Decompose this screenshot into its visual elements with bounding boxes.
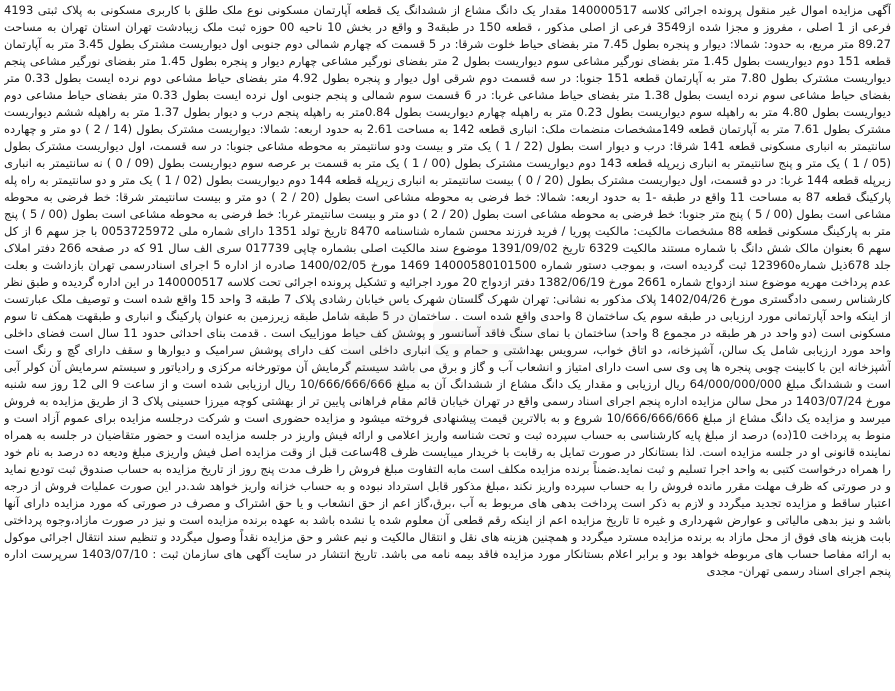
auction-notice-body: آگهی مزایده اموال غیر منقول پرونده اجرائی کلاسه 140000517 مقدار یک دانگ مشاع از ششدانگ یک قطعه آپارتمان مسکونی نوع ملک طلق با کاربری مسکونی به پلاک ثبتی 4193 فرعی از 1 اصلی ، مفروز و مجزا شده از3549 فرعی از اصلی مذکور ، قطعه 150 در طبقه3 و واقع در بخش 10 ناحیه 00 حوزه ثبت ملک زیبادشت تهران استان تهران به مساحت 89.27 متر مربع، به حدود: شمالا: دیوار و پنجره بطول 7.45 متر بفضای حیاط خلوت شرقا: در 5 قسمت که چهارم شمالی دوم جنوبی اول دیواریست مشترک بطول 3.45 متر به آپارتمان قطعه 151 دوم دیواریست بطول 1.45 متر بفضای نورگیر مشاعی سوم دیواریست بطول 2 متر بفضای نورگیر مشاعی چهارم دیوار و پنجره بطول 1.45 متر بفضای نورگیر مشاعی پنجم دیواریست مشترک بطول 7.80 متر به آپارتمان قطعه 151 جنوبا: در سه قسمت دوم شرقی اول دیوار و پنجره بطول 4.92 متر بفضای حیاط مشاعی دوم نرده ایست بطول 0.33 متر بفضای حیاط مشاعی سوم نرده ایست بطول 1.38 متر بفضای حیاط مشاعی غربا: در 6 قسمت سوم شمالی و پنجم جنوبی اول نرده ایست بطول 0.33 متر بفضای حیاط مشاعی دوم دیواریست بطول 4.80 متر به راهپله سوم دیواریست بطول 0.23 متر به راهپله چهارم دیواریست بطول 0.84متر به راهپله پنجم درب و دیوار بطول 1.37 متر به راهپله ششم دیواریست مشترک بطول 7.61 متر به آپارتمان قطعه 149مشخصات منضمات ملک: انباری قطعه 142 به مساحت 2.61 به حدود اربعه: شمالا: دیواریست مشترک بطول (14 / 2 ) دو متر و چهارده سانتیمتر به انباری مسکونی قطعه 141 شرقا: درب و دیوار است بطول (22 / 1 ) یک متر و بیست ودو سانتیمتر به محوطه مشاعی جنوبا: در سه قسمت، اول دیواریست مشترک بطول (05 / 1 ) یک متر و پنج سانتیمتر به انباری زیرپله قطعه 143 دوم دیواریست مشترک بطول (00 / 1 ) یک متر به قسمت بر عرصه سوم دیواریست بطول (09 / 0 ) نه سانتیمتر به انباری زیرپله قطعه 144 غربا: در دو قسمت، اول دیواریست مشترک بطول (20 / 0 ) بیست سانتیمتر به انباری زیرپله قطعه 144 دوم دیواریست بطول (02 / 1 ) یک متر و دو سانتیمتر به راه پله پارکینگ قطعه 87 به مساحت 11 واقع در طبقه -1 به حدود اربعه: شمالا: خط فرضی به محوطه مشاعی است بطول (20 / 2 ) دو متر و بیست سانتیمتر شرقا: خط فرضی به محوطه مشاعی است بطول (00 / 5 ) پنج متر جنوبا: خط فرضی به محوطه مشاعی است بطول (20 / 2 ) دو متر و بیست سانتیمتر غربا: خط فرضی به محوطه مشاعی است بطول (00 / 5 ) پنج متر به پارکینگ مسکونی قطعه 88 مشخصات مالکیت: مالکیت پوریا / فرید فرزند محسن شماره شناسنامه 8470 تاریخ تولد 1351 دارای شماره ملی 0053725972 با جز سهم 6 از کل سهم 6 بعنوان مالک شش دانگ با شماره مستند مالکیت 6329 تاریخ 1391/09/02 موضوع سند مالکیت اصلی بشماره چاپی 017739 سری الف سال 91 که در صفحه 266 دفتر املاک جلد 678ذیل شماره123960 ثبت گردیده است، و بموجب دستور شماره 14000580101500 1469 مورخ 1400/02/05 صادره از اداره 5 اجرای اسنادرسمی تهران بازداشت و بعلت عدم پرداخت مهریه موضوع سند ازدواج شماره 2661 مورخ 1382/06/19 دفتر ازدواج 20 مورد اجرائیه و تشکیل پرونده اجرائی تحت کلاسه 140000517 در این اداره گردیده و طبق نظر کارشناس رسمی دادگستری مورخ 1402/04/26 پلاک مذکور به نشانی: تهران شهرک گلستان شهرک یاس خیابان رشادی پلاک 7 طبقه 3 واحد 15 واقع شده است و توصیف ملک عبارتست از اینکه واحد آپارتمانی مورد ارزیابی در طبقه سوم یک ساختمان 8 واحدی واقع شده است . ساختمان در 5 طبقه شامل طبقه زیرزمین به عنوان پارکینگ و انباری و طبقهت همکف تا سوم مسکونی است (دو واحد در هر طبقه در مجموع 8 واحد) ساختمان با نمای سنگ فاقد آسانسور و پوشش کف حیاط موزاییک است . قدمت بنای احداثی حدود 11 سال است فضای داخلی واحد مورد ارزیابی شامل یک سالن، آشپزخانه، دو اتاق خواب، سرویس بهداشتی و حمام و یک انباری داخلی است کف دارای پوشش سرامیک و دیوارها و سقف دارای گچ و رنگ است آشپزخانه این با کابینت چوبی پنجره ها پی وی سی است دارای امتیاز و انشعاب آب و گاز و برق می باشد سیستم گرمایش آن موتورخانه مرکزی و رادیاتور و سیستم سرمایش آن کولر آبی است و ششدانگ مبلغ 64/000/000/000 ریال ارزیابی و مقدار یک دانگ مشاع از ششدانگ آن به مبلغ 10/666/666/666 ریال ارزیابی شده است و از ساعت 9 الی 12 روز سه شنبه مورخ 1403/07/24 در محل سالن مزایده اداره پنجم اجرای اسناد رسمی واقع در تهران خیابان قائم مقام فراهانی پایین تر از بهشتی کوچه میرزا حسینی پلاک 3 از طریق مزایده به فروش میرسد و مزایده یک دانگ مشاع از مبلغ 10/666/666/666 شروع و به بالاترین قیمت پیشنهادی فروخته میشود و مزایده حضوری است و شرکت درجلسه مزایده برای عموم آزاد است و منوط به پرداخت 10(ده) درصد از مبلغ پایه کارشناسی به حساب سپرده ثبت و تحت شناسه واریز اعلامی و ارائه فیش واریز در جلسه مزایده است و حضور متقاضیان در جلسه به همراه نماینده قانونی او در جلسه مزایده است. لذا بستانکار در صورت تمایل به رقابت با خریدار میبایست ظرف 48ساعت قبل از وقت مزایده اصل فیش واریزی مبلغ ودیعه ده درصد به نام خود را همراه درخواست کتبی به واحد اجرا تسلیم و ثبت نماید.ضمناً برنده مزایده مکلف است مابه التفاوت مبلغ فروش را ظرف مدت پنج روز از تاریخ مزایده به حساب صندوق ثبت تودیع نماید و در صورتی که ظرف مهلت مقرر مانده فروش را به حساب سپرده واریز نکند ،مبلغ مذکور قابل استرداد نبوده و به حساب خزانه واریز خواهد شد.در این صورت عملیات فروش از درجه اعتبار ساقط و مزایده تجدید میگردد و لازم به ذکر است پرداخت بدهی های مربوط به آب ،برق،گاز اعم از حق انشعاب و یا حق اشتراک و مصرف در صورتی که مورد مزایده دارای آنها باشد و نیز بدهی مالیاتی و عوارض شهرداری و غیره تا تاریخ مزایده اعم از اینکه رقم قطعی آن معلوم شده یا نشده باشد به عهده برنده مزایده است و نیز در صورت مازاد،وجوه پرداختی بابت هزینه های فوق از محل مازاد به برنده مزایده مسترد میگردد و همچنین هزینه های نقل و انتقال مالکیت و نیم عشر و حق مزایده نقداً وصول میگردد و تنظیم سند انتقال اجرائی موکول به ارائه مفاصا حساب های مربوطه خواهد بود و برابر اعلام بستانکار مورد مزایده فاقد بیمه نامه می باشد. تاریخ انتشار در سایت آگهی های سازمان ثبت : 1403/07/10 سرپرست اداره پنجم اجرای اسناد رسمی تهران- مجدی bbox=[4, 3, 891, 578]
auction-notice bbox=[4, 2, 891, 688]
